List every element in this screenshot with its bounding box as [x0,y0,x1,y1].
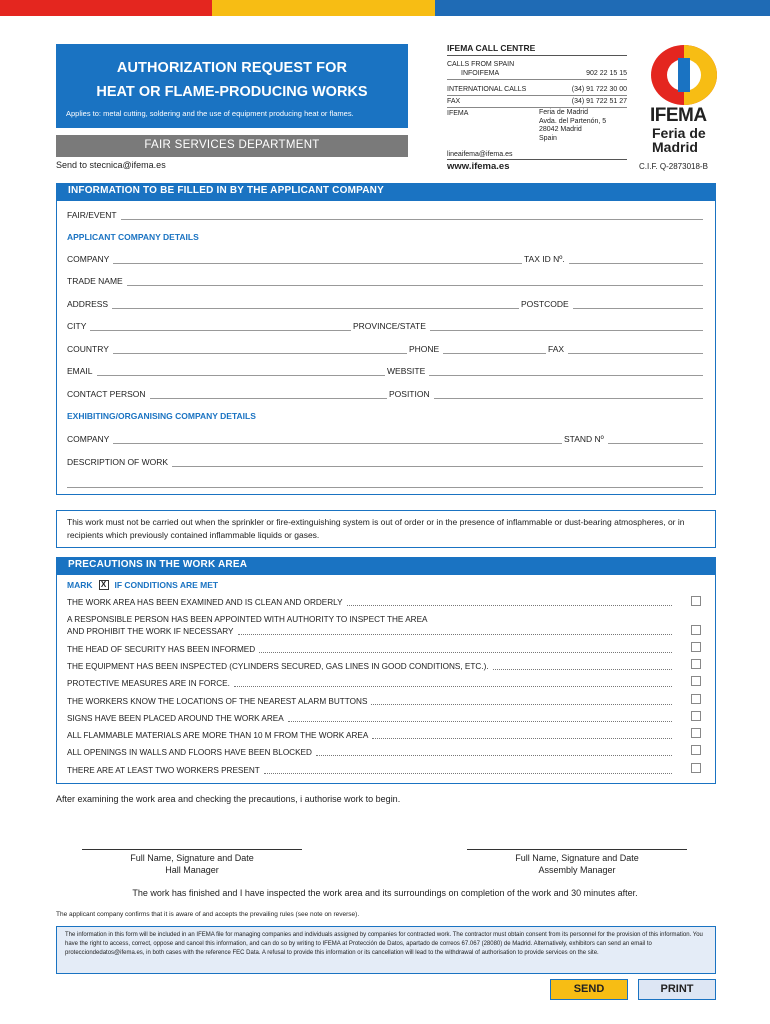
assembly-manager-role: Assembly Manager [538,865,616,875]
precaution-item [67,661,672,673]
logo-sub2: Madrid [652,139,698,155]
precaution-checkbox[interactable] [691,596,701,606]
assembly-manager-signature[interactable] [467,849,687,876]
call-centre-block [447,43,627,160]
ifema-label: IFEMA [447,110,469,117]
send-to-text: Send to stecnica@ifema.es [56,160,166,170]
precaution-checkbox[interactable] [691,625,701,635]
precaution-checkbox[interactable] [691,694,701,704]
fax-input[interactable] [568,346,703,354]
position-input[interactable] [434,391,703,399]
address-line1: Feria de Madrid [539,109,589,116]
precautions-heading: PRECAUTIONS IN THE WORK AREA [56,557,716,574]
precaution-item [67,713,672,725]
applies-to-text: Applies to: metal cutting, soldering and the use of equipment producing heat or flames. [66,109,354,118]
address-label: ADDRESS [67,299,109,309]
position-field[interactable] [389,389,703,399]
logo-subtitle [652,126,706,154]
precaution-item [67,765,672,777]
leader-dots [259,652,672,653]
ex-company-label: COMPANY [67,434,110,444]
leader-dots [493,669,672,670]
address-line4: Spain [539,134,557,142]
mark-label: MARK [67,580,93,590]
email-field[interactable] [67,366,385,376]
exhibiting-details-heading: EXHIBITING/ORGANISING COMPANY DETAILS [67,411,256,421]
department-banner: FAIR SERVICES DEPARTMENT [56,135,408,157]
precaution-item [67,730,672,742]
ex-company-field[interactable] [67,434,562,444]
fax-label-field: FAX [548,344,565,354]
work-finished-text: The work has finished and I have inspected the work area and its surroundings on completion of the work and 30 minutes after. [132,888,638,898]
precaution-checkbox[interactable] [691,728,701,738]
infoifema-row [447,69,627,80]
intl-label: INTERNATIONAL CALLS [447,86,527,93]
calls-spain-row [447,60,627,69]
infoifema-value: 902 22 15 15 [586,70,627,77]
precaution-text: A RESPONSIBLE PERSON HAS BEEN APPOINTED WITH AUTHORITY TO INSPECT THE AREA [67,615,428,624]
precaution-text: THE HEAD OF SECURITY HAS BEEN INFORMED [67,645,256,654]
ex-company-input[interactable] [113,436,562,444]
trade-name-label: TRADE NAME [67,276,123,286]
send-button[interactable]: SEND [550,979,628,1000]
fair-event-field[interactable] [67,210,703,220]
leader-dots [371,704,672,705]
cif-number: C.I.F. Q-2873018-B [639,162,708,171]
logo-sub1: Feria de [652,125,706,141]
province-input[interactable] [430,323,703,331]
precaution-text: THE EQUIPMENT HAS BEEN INSPECTED (CYLINDERS SECURED, GAS LINES IN GOOD CONDITIONS, ETC.). [67,662,489,671]
position-label: POSITION [389,389,430,399]
precaution-text: THE WORKERS KNOW THE LOCATIONS OF THE NEAREST ALARM BUTTONS [67,697,368,706]
postcode-field[interactable] [521,299,703,309]
fax-value: (34) 91 722 51 27 [571,98,627,105]
precaution-checkbox[interactable] [691,763,701,773]
leader-dots [316,755,672,756]
province-label: PROVINCE/STATE [353,321,426,331]
mark-example-box: X [99,580,109,590]
precaution-item [67,597,672,609]
privacy-notice: The information in this form will be included in an IFEMA file for managing companies and individuals assigned by companies for contracted work. The contractor must obtain consent from its personnel for the provision of this information. You have the right to access, correct, oppose and cancel this information, and can do so by writing to IFEMA at Protección de Datos, apartado de correos 67.067 (28080) de Madrid. Alternatively, exhibitors can send an email to protecciondedatos@ifema.es, in both cases with the reference FEC Data. A refusal to provide this information or its cancellation will lead to the withdrawal of authorisation to provide services on the site. [56,926,716,974]
description-field-line2[interactable] [67,480,703,488]
description-input-line2[interactable] [67,480,703,488]
precaution-text: THE WORK AREA HAS BEEN EXAMINED AND IS CLEAN AND ORDERLY [67,598,343,607]
assembly-signature-label: Full Name, Signature and Date [515,853,639,863]
precaution-text: ALL FLAMMABLE MATERIALS ARE MORE THAN 10 M FROM THE WORK AREA [67,731,369,740]
website-field[interactable] [387,366,703,376]
precaution-text: PROTECTIVE MEASURES ARE IN FORCE. [67,679,230,688]
precaution-text: AND PROHIBIT THE WORK IF NECESSARY [67,627,234,636]
fair-event-label: FAIR/EVENT [67,210,117,220]
precaution-item [67,626,672,638]
city-input[interactable] [90,323,351,331]
address-line3: 28042 Madrid [539,126,582,133]
tax-id-field[interactable] [524,254,703,264]
leader-dots [372,738,672,739]
province-field[interactable] [353,321,703,331]
address-field[interactable] [67,299,519,309]
leader-dots [288,721,672,722]
city-field[interactable] [67,321,351,331]
address-line2: Avda. del Partenón, 5 [539,117,607,125]
form-title-box [56,44,408,128]
precaution-item [67,644,672,656]
precaution-item [67,747,672,759]
tax-id-label: TAX ID Nº. [524,254,565,264]
confirm-text: The applicant company confirms that it is aware of and accepts the prevailing rules (see note on reverse). [56,911,360,918]
safety-notice: This work must not be carried out when the sprinkler or fire-extinguishing system is out of order or in the presence of inflammable or dust-bearing atmospheres, or in recipients which previously contained inflammable liquids or gases. [56,510,716,548]
trade-name-field[interactable] [67,276,703,286]
leader-dots [238,634,672,635]
description-label: DESCRIPTION OF WORK [67,457,169,467]
applicant-details-heading: APPLICANT COMPANY DETAILS [67,232,199,242]
website-text: www.ifema.es [447,161,510,172]
precaution-checkbox[interactable] [691,745,701,755]
hall-manager-role: Hall Manager [165,865,219,875]
hall-signature-label: Full Name, Signature and Date [130,853,254,863]
precaution-checkbox[interactable] [691,642,701,652]
description-field[interactable] [67,457,703,467]
leader-dots [234,686,672,687]
precaution-checkbox[interactable] [691,659,701,669]
address-input[interactable] [112,301,519,309]
country-label: COUNTRY [67,344,109,354]
postcode-input[interactable] [573,301,703,309]
print-button[interactable]: PRINT [638,979,716,1000]
phone-field[interactable] [409,344,546,354]
fax-row [447,97,627,108]
call-centre-title: IFEMA CALL CENTRE [447,43,627,56]
form-title-line1: AUTHORIZATION REQUEST FOR [116,60,348,76]
stand-input[interactable] [608,436,703,444]
intl-value: (34) 91 722 30 00 [571,86,627,93]
phone-input[interactable] [443,346,546,354]
form-title-line2: HEAT OR FLAME-PRODUCING WORKS [96,84,368,100]
country-input[interactable] [113,346,407,354]
top-bar-blue [435,0,770,16]
stand-field[interactable] [564,434,703,444]
precaution-text: THERE ARE AT LEAST TWO WORKERS PRESENT [67,766,260,775]
email-input[interactable] [97,368,385,376]
company-input[interactable] [113,256,522,264]
authorise-text: After examining the work area and checking the precautions, i authorise work to begin. [56,794,401,804]
website-input[interactable] [429,368,703,376]
company-label: COMPANY [67,254,110,264]
mark-suffix: IF CONDITIONS ARE MET [114,580,219,590]
contact-person-label: CONTACT PERSON [67,389,146,399]
fax-field[interactable] [548,344,703,354]
leader-dots [347,605,672,606]
company-field[interactable] [67,254,522,264]
trade-name-input[interactable] [127,278,703,286]
precaution-item [67,678,672,690]
phone-label: PHONE [409,344,440,354]
fax-label: FAX [447,98,461,105]
email-label: EMAIL [67,366,93,376]
precaution-checkbox[interactable] [691,676,701,686]
mark-instruction [67,580,218,590]
contact-person-field[interactable] [67,389,387,399]
postcode-label: POSTCODE [521,299,569,309]
ifema-address [539,109,627,143]
precaution-checkbox[interactable] [691,711,701,721]
ifema-logo-icon [649,44,719,106]
description-input[interactable] [172,459,703,467]
infoifema-label: INFOIFEMA [461,70,500,77]
website-label: WEBSITE [387,366,426,376]
precaution-item [67,696,672,708]
leader-dots [264,773,672,774]
country-field[interactable] [67,344,407,354]
precaution-text: ALL OPENINGS IN WALLS AND FLOORS HAVE BEEN BLOCKED [67,748,312,757]
top-bar-red [0,0,212,16]
city-label: CITY [67,321,87,331]
top-bar-yellow [212,0,435,16]
precaution-text: SIGNS HAVE BEEN PLACED AROUND THE WORK AREA [67,714,284,723]
stand-label: STAND Nº [564,434,604,444]
precaution-item [67,614,672,626]
call-centre-email: lineaifema@ifema.es [447,151,627,160]
tax-id-input[interactable] [569,256,703,264]
intl-row [447,85,627,96]
hall-manager-signature[interactable] [82,849,302,876]
calls-spain-label: CALLS FROM SPAIN [447,61,515,68]
applicant-section-heading: INFORMATION TO BE FILLED IN BY THE APPLICANT COMPANY [56,183,716,200]
fair-event-input[interactable] [121,212,703,220]
logo-name: IFEMA [650,105,707,126]
top-color-bar [0,0,770,16]
contact-person-input[interactable] [150,391,387,399]
